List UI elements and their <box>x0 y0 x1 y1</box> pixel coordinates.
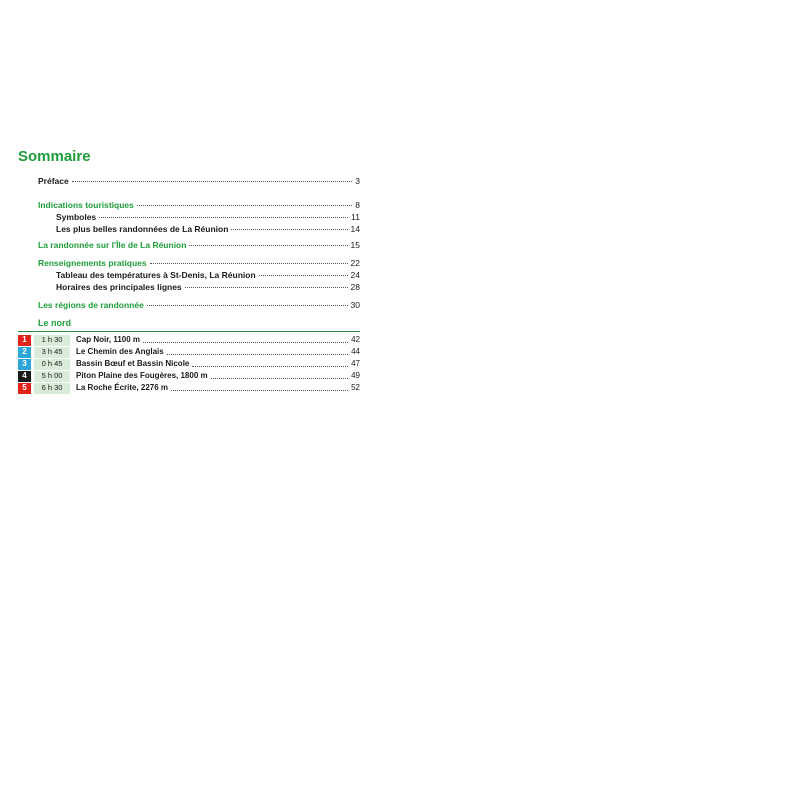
toc-label: Préface <box>38 176 69 186</box>
section-nord-title: Le nord <box>38 318 71 328</box>
leader-dots <box>171 390 348 391</box>
walk-number: 4 <box>18 371 31 382</box>
walk-number: 5 <box>18 383 31 394</box>
leader-dots <box>99 217 348 218</box>
leader-dots <box>147 305 348 306</box>
toc-page: 28 <box>350 282 360 292</box>
toc-page: 3 <box>355 176 360 186</box>
toc-belles[interactable] <box>56 222 360 236</box>
toc-preface[interactable] <box>38 174 360 188</box>
toc-label: Tableau des températures à St-Denis, La Réunion <box>56 270 256 280</box>
walk-name: Cap Noir, 1100 m <box>76 335 141 344</box>
leader-dots <box>167 354 348 355</box>
walk-duration: 0 h 45 <box>34 359 70 370</box>
walk-row-5[interactable] <box>18 382 360 394</box>
walk-row-2[interactable] <box>18 346 360 358</box>
walk-page: 47 <box>351 359 360 368</box>
walk-row-4[interactable] <box>18 370 360 382</box>
walk-duration: 5 h 00 <box>34 371 70 382</box>
leader-dots <box>211 378 348 379</box>
toc-randonnee[interactable] <box>38 238 360 252</box>
toc-label: Symboles <box>56 212 97 222</box>
toc-label: Renseignements pratiques <box>38 258 147 268</box>
walk-page: 42 <box>351 335 360 344</box>
leader-dots <box>137 205 352 206</box>
toc-page: 30 <box>350 300 360 310</box>
walk-row-3[interactable] <box>18 358 360 370</box>
leader-dots <box>143 342 348 343</box>
walk-duration: 1 h 30 <box>34 335 70 346</box>
leader-dots <box>185 287 348 288</box>
walk-page: 49 <box>351 371 360 380</box>
leader-dots <box>192 366 348 367</box>
toc-label: Horaires des principales lignes <box>56 282 182 292</box>
toc-page: 15 <box>350 240 360 250</box>
toc-page: 24 <box>350 270 360 280</box>
walk-number: 1 <box>18 335 31 346</box>
walk-name: La Roche Écrite, 2276 m <box>76 383 169 392</box>
page-title: Sommaire <box>18 148 91 165</box>
toc-label: Indications touristiques <box>38 200 134 210</box>
leader-dots <box>189 245 347 246</box>
toc-page: 11 <box>351 212 360 222</box>
toc-page: 22 <box>350 258 360 268</box>
toc-label: Les plus belles randonnées de La Réunion <box>56 224 229 234</box>
leader-dots <box>231 229 347 230</box>
walk-duration: 6 h 30 <box>34 383 70 394</box>
toc-page: 14 <box>350 224 360 234</box>
walk-page: 52 <box>351 383 360 392</box>
walk-number: 2 <box>18 347 31 358</box>
toc-horaires[interactable] <box>56 280 360 294</box>
toc-page: 8 <box>355 200 360 210</box>
walk-page: 44 <box>351 347 360 356</box>
walk-duration: 3 h 45 <box>34 347 70 358</box>
walk-name: Piton Plaine des Fougères, 1800 m <box>76 371 208 380</box>
leader-dots <box>259 275 348 276</box>
walk-row-1[interactable] <box>18 334 360 346</box>
leader-dots <box>150 263 348 264</box>
walk-number: 3 <box>18 359 31 370</box>
toc-label: La randonnée sur l'Île de La Réunion <box>38 240 187 250</box>
section-rule <box>18 331 360 332</box>
toc-regions[interactable] <box>38 298 360 312</box>
walk-name: Bassin Bœuf et Bassin Nicole <box>76 359 190 368</box>
toc-label: Les régions de randonnée <box>38 300 144 310</box>
leader-dots <box>72 181 353 182</box>
walk-name: Le Chemin des Anglais <box>76 347 164 356</box>
